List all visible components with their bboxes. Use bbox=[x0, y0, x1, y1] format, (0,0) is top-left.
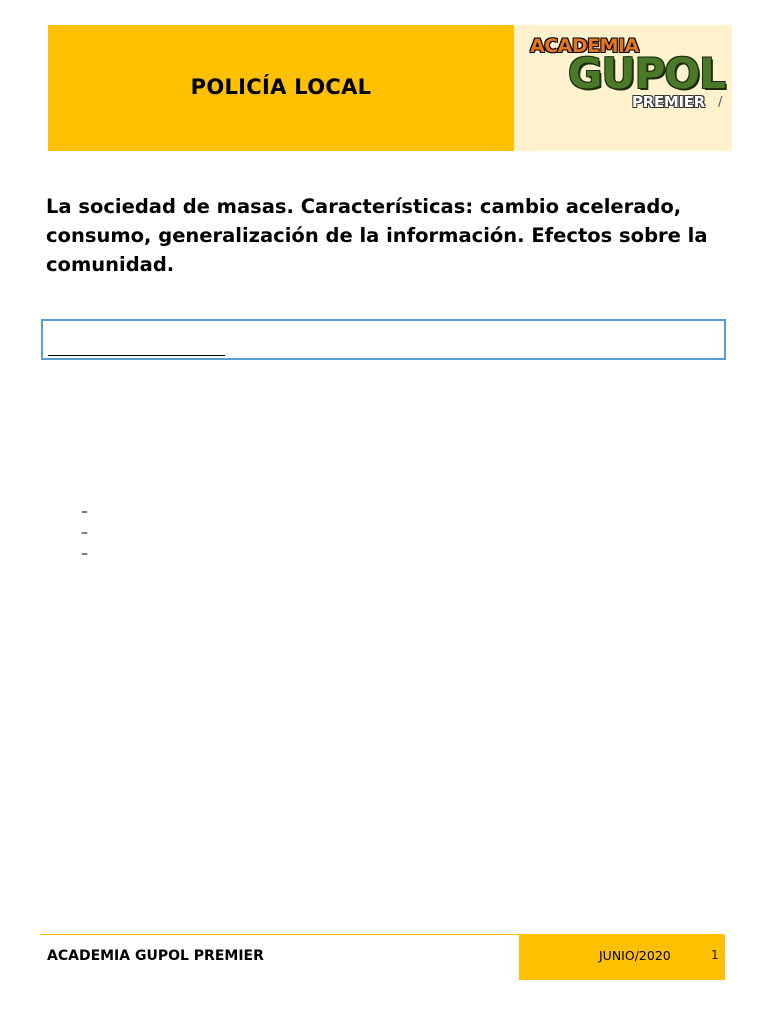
footer-academy-name: ACADEMIA GUPOL PREMIER bbox=[47, 948, 264, 964]
text-box bbox=[41, 319, 726, 360]
logo-suffix: / bbox=[718, 95, 723, 110]
dash-list bbox=[81, 502, 88, 565]
page-header bbox=[48, 25, 732, 151]
list-item: – bbox=[81, 525, 88, 541]
page-number: 1 bbox=[711, 948, 719, 962]
list-item: – bbox=[81, 504, 88, 520]
list-item: – bbox=[81, 546, 88, 562]
document-heading: La sociedad de masas. Características: cambio acelerado, consumo, generalización de la información. Efectos sobre la comunidad. bbox=[46, 195, 708, 276]
logo-line-3: PREMIER bbox=[632, 93, 705, 111]
footer-date-panel bbox=[519, 935, 725, 980]
logo-line-2: GUPOL bbox=[568, 49, 725, 98]
header-title: POLICÍA LOCAL bbox=[190, 75, 372, 99]
logo-line-1: ACADEMIA bbox=[530, 35, 639, 57]
academy-logo bbox=[528, 33, 728, 133]
logo-panel bbox=[514, 25, 732, 151]
footer-date: JUNIO/2020 bbox=[599, 948, 671, 963]
header-title-panel bbox=[48, 25, 514, 151]
underline bbox=[48, 355, 225, 356]
